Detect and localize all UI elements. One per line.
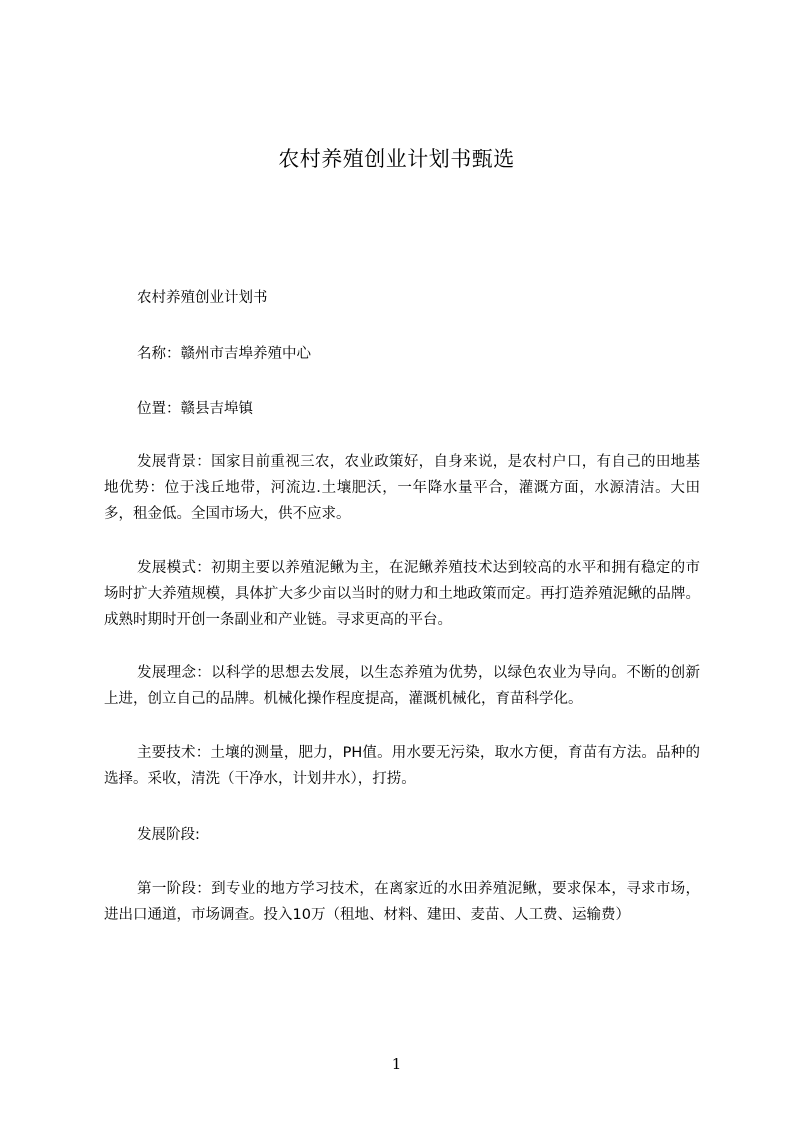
paragraph-development-model: 发展模式：初期主要以养殖泥鳅为主，在泥鳅养殖技术达到较高的水平和拥有稳定的市场时扩大养殖规模，具体扩大多少亩以当时的财力和土地政策而定。再打造养殖泥鳅的品牌。成熟时期时开创一条副业和产业链。寻求更高的平台。	[104, 560, 700, 628]
paragraph-development-stages: 发展阶段:	[137, 827, 200, 843]
paragraph-background: 发展背景：国家目前重视三农，农业政策好，自身来说，是农村户口，有自己的田地基地优势：位于浅丘地带，河流边.土壤肥沃，一年降水量平合，灌溉方面，水源清洁。大田多，租金低。全国市场大，供不应求。	[104, 454, 700, 522]
paragraph-stage-one: 第一阶段：到专业的地方学习技术，在离家近的水田养殖泥鳅，要求保本，寻求市场，进出口通道，市场调查。投入10万（租地、材料、建田、麦苗、人工费、运输费）	[104, 881, 700, 923]
paragraph-development-philosophy: 发展理念：以科学的思想去发展，以生态养殖为优势，以绿色农业为导向。不断的创新上进，创立自己的品牌。机械化操作程度提高，灌溉机械化，育苗科学化。	[104, 665, 700, 707]
paragraph-plan-heading: 农村养殖创业计划书	[137, 290, 268, 306]
document-title: 农村养殖创业计划书甄选	[278, 147, 515, 171]
page-number: 1	[391, 1055, 402, 1073]
paragraph-main-technology: 主要技术：土壤的测量，肥力，PH值。用水要无污染，取水方便，育苗有方法。品种的选择。采收，清洗（干净水，计划井水），打捞。	[104, 745, 700, 787]
paragraph-name: 名称：赣州市吉埠养殖中心	[137, 346, 311, 362]
paragraph-location: 位置：赣县吉埠镇	[137, 401, 253, 417]
